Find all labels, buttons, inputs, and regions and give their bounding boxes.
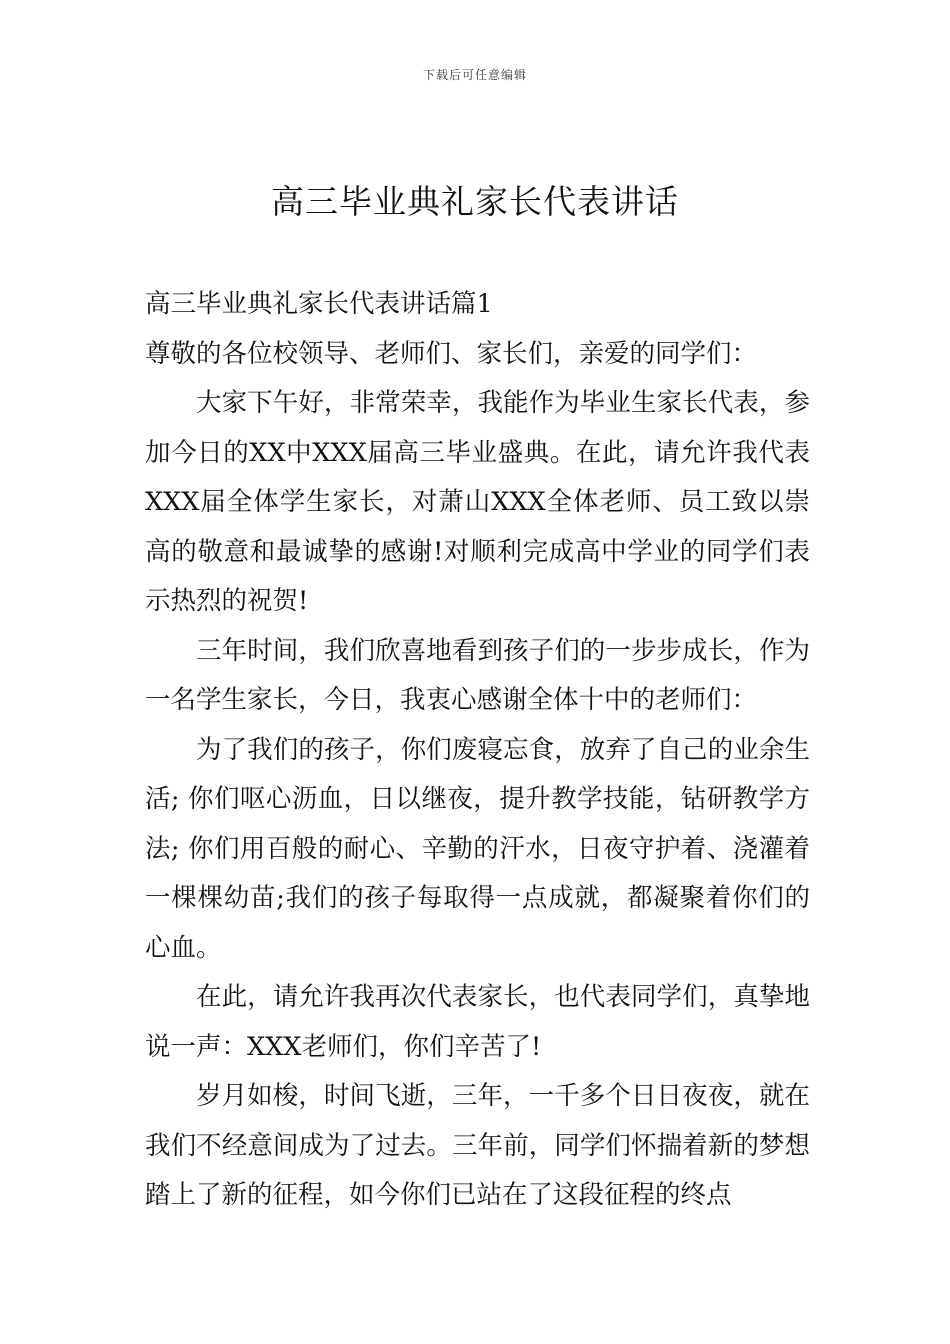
body-paragraph: 大家下午好，非常荣幸，我能作为毕业生家长代表，参加今日的XX中XXX届高三毕业盛典。在此，请允许我代表XXX届全体学生家长，对萧山XXX全体老师、员工致以崇高的敬意和最诚挚的感谢!对顺利完成高中学业的同学们表示热烈的祝贺! [145,388,810,616]
section-heading: 高三毕业典礼家长代表讲话篇1 [145,289,493,319]
header-note: 下载后可任意编辑 [422,68,527,82]
document-body [145,280,810,1221]
body-paragraph: 岁月如梭，时间飞逝，三年，一千多个日日夜夜，就在我们不经意间成为了过去。三年前，同学们怀揣着新的梦想踏上了新的征程，如今你们已站在了这段征程的终点 [145,1081,810,1210]
body-paragraph: 三年时间，我们欣喜地看到孩子们的一步步成长，作为一名学生家长，今日，我衷心感谢全体十中的老师们： [145,635,810,715]
body-paragraph: 为了我们的孩子，你们废寝忘食，放弃了自己的业余生活; 你们呕心沥血，日以继夜，提升教学技能，钻研教学方法; 你们用百般的耐心、辛勤的汗水，日夜守护着、浇灌着一棵棵幼苗;我们的孩子每取得一点成就，都凝聚着你们的心血。 [145,734,810,963]
body-paragraph: 在此，请允许我再次代表家长，也代表同学们，真挚地说一声：XXX老师们，你们辛苦了! [145,982,810,1062]
document-title: 高三毕业典礼家长代表讲话 [271,182,679,221]
salutation: 尊敬的各位校领导、老师们、家长们，亲爱的同学们： [145,338,758,369]
